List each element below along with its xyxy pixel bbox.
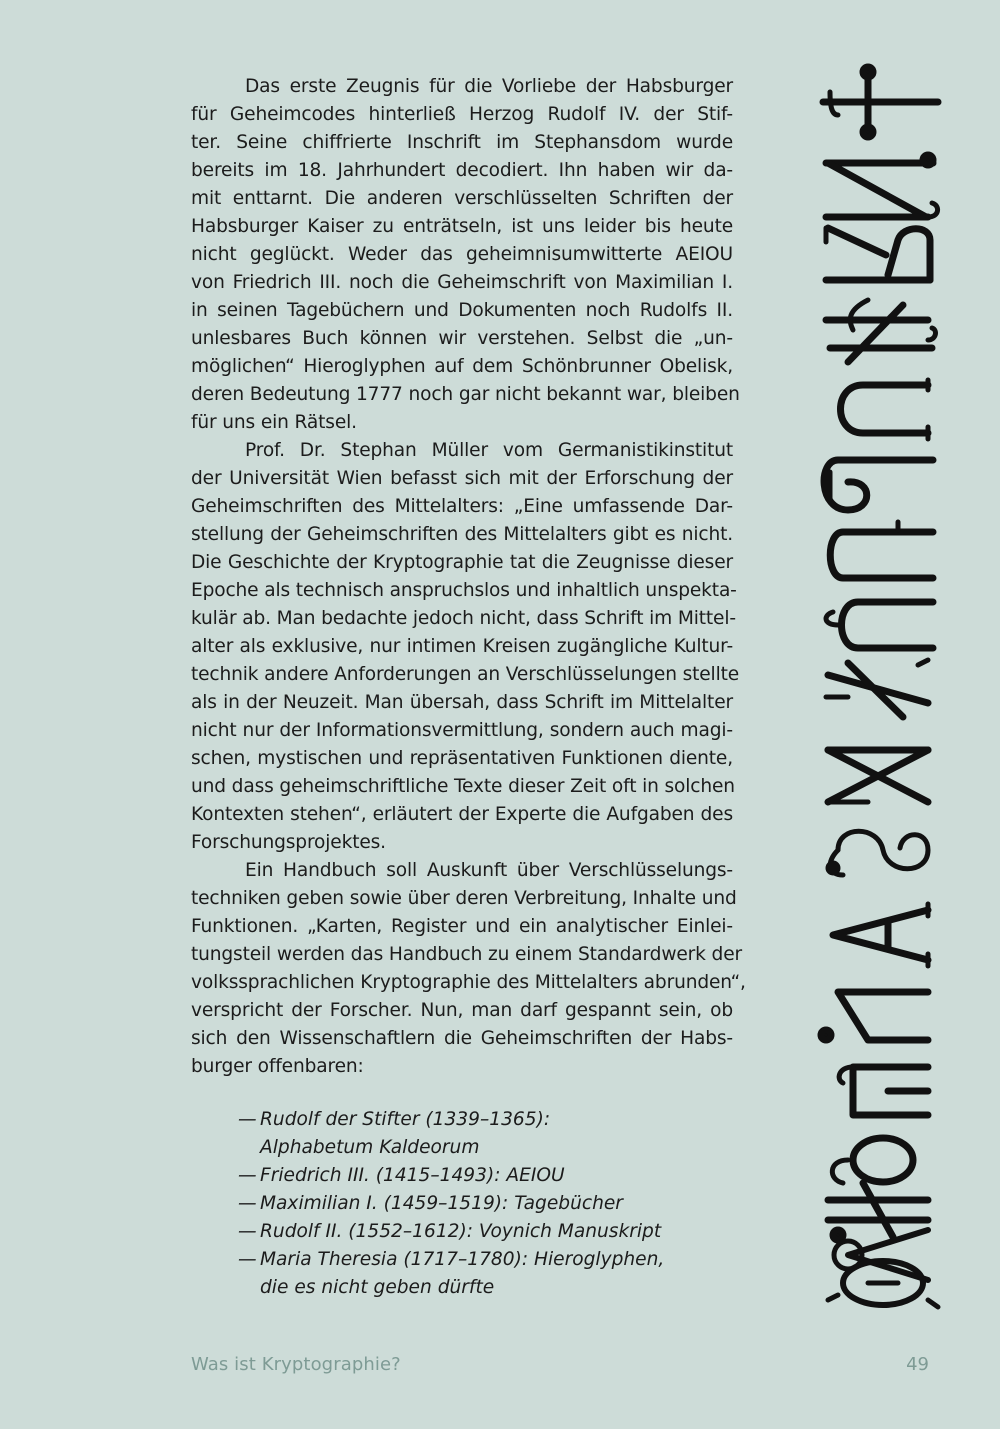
page-number: 49	[906, 1354, 929, 1375]
list-dash: —	[238, 1221, 257, 1242]
cipher-glyph-15	[832, 1138, 913, 1183]
list-item-continuation: Alphabetum Kaldeorum	[260, 1137, 480, 1158]
list-item-text: Rudolf der Stifter (1339–1365):	[260, 1109, 551, 1130]
body-line: schen, mystischen und repräsentativen Funktionen diente,	[191, 748, 733, 769]
body-text	[191, 73, 746, 1081]
cipher-glyph-4	[826, 300, 935, 362]
body-line: mit enttarnt. Die anderen verschlüsselten Schriften der	[191, 188, 733, 209]
body-line: sich den Wissenschaftlern die Geheimschriften der Habs-	[191, 1028, 733, 1049]
list-item-text: Rudolf II. (1552–1612): Voynich Manuskript	[260, 1221, 662, 1242]
cipher-glyph-11	[829, 831, 928, 875]
body-line: als in der Neuzeit. Man übersah, dass Schrift im Mittelalter	[191, 692, 733, 713]
body-line: Forschungsprojektes.	[191, 832, 386, 853]
body-line: der Universität Wien befasst sich mit der Erforschung der	[191, 468, 733, 489]
cipher-glyph-1	[823, 67, 938, 137]
cipher-glyph-2	[826, 155, 938, 217]
cipher-glyph-8	[826, 602, 933, 648]
cipher-glyph-10	[828, 750, 928, 802]
body-line: Die Geschichte der Kryptographie tat die Zeugnisse dieser	[191, 552, 733, 573]
body-line: unlesbares Buch können wir verstehen. Selbst die „un-	[191, 328, 733, 349]
body-line: kulär ab. Man bedachte jedoch nicht, dass Schrift im Mittel-	[191, 608, 736, 629]
emperor-list-item	[238, 1190, 664, 1218]
emperor-list-item	[238, 1106, 664, 1162]
body-line: nicht nur der Informationsvermittlung, sondern auch magi-	[191, 720, 733, 741]
body-line: burger offenbaren:	[191, 1056, 364, 1077]
body-line: für uns ein Rätsel.	[191, 412, 357, 433]
cipher-glyph-3	[826, 228, 930, 280]
emperor-list	[238, 1106, 664, 1302]
body-line: volkssprachlichen Kryptographie des Mittelalters abrunden“,	[191, 972, 746, 993]
cipher-glyph-16	[828, 1183, 928, 1240]
body-line: Prof. Dr. Stephan Müller vom Germanistikinstitut	[245, 440, 733, 461]
cipher-glyph-5	[841, 380, 929, 439]
body-line: in seinen Tagebüchern und Dokumenten noch Rudolfs II.	[191, 300, 733, 321]
cipher-glyph-14	[839, 1067, 928, 1115]
body-line: bereits im 18. Jahrhundert decodiert. Ihn haben wir da-	[191, 160, 733, 181]
body-line: Epoche als technisch anspruchslos und inhaltlich unspekta-	[191, 580, 737, 601]
list-item-text: Friedrich III. (1415–1493): AEIOU	[260, 1165, 565, 1186]
body-line: von Friedrich III. noch die Geheimschrift von Maximilian I.	[191, 272, 733, 293]
body-line: techniken geben sowie über deren Verbreitung, Inhalte und	[191, 888, 737, 909]
emperor-list-item	[238, 1218, 664, 1246]
body-line: tungsteil werden das Handbuch zu einem Standardwerk der	[191, 944, 742, 965]
list-dash: —	[238, 1165, 257, 1186]
emperor-list-item	[238, 1246, 664, 1302]
body-line: Das erste Zeugnis für die Vorliebe der Habsburger	[245, 76, 733, 97]
cipher-glyph-9	[826, 660, 928, 717]
cipher-glyphs-svg	[808, 60, 948, 1310]
cipher-glyph-12	[833, 904, 928, 966]
cipher-glyph-7	[830, 522, 933, 578]
body-line: nicht geglückt. Weder das geheimnisumwitterte AEIOU	[191, 244, 733, 265]
body-line: deren Bedeutung 1777 noch gar nicht bekannt war, bleiben	[191, 384, 740, 405]
body-line: möglichen“ Hieroglyphen auf dem Schönbrunner Obelisk,	[191, 356, 733, 377]
list-dash: —	[238, 1109, 257, 1130]
body-line: verspricht der Forscher. Nun, man darf gespannt sein, ob	[191, 1000, 733, 1021]
body-line: Geheimschriften des Mittelalters: „Eine umfassende Dar-	[191, 496, 733, 517]
body-line: ter. Seine chiffrierte Inschrift im Stephansdom wurde	[191, 132, 733, 153]
cipher-inscription	[808, 60, 948, 1310]
list-dash: —	[238, 1249, 257, 1270]
body-line: für Geheimcodes hinterließ Herzog Rudolf IV. der Stif-	[191, 104, 733, 125]
cipher-glyph-13	[821, 992, 928, 1040]
body-line: Funktionen. „Karten, Register und ein analytischer Einlei-	[191, 916, 733, 937]
emperor-list-item	[238, 1162, 664, 1190]
cipher-glyph-6	[824, 460, 933, 510]
body-line: technik andere Anforderungen an Verschlüsselungen stellte	[191, 664, 740, 685]
body-line: alter als exklusive, nur intimen Kreisen zugängliche Kultur-	[191, 636, 733, 657]
body-line: Ein Handbuch soll Auskunft über Verschlüsselungs-	[245, 860, 733, 881]
body-line: Kontexten stehen“, erläutert der Experte die Aufgaben des	[191, 804, 733, 825]
list-item-continuation: die es nicht geben dürfte	[260, 1277, 495, 1298]
body-line: Habsburger Kaiser zu enträtseln, ist uns leider bis heute	[191, 216, 733, 237]
body-line: stellung der Geheimschriften des Mittelalters gibt es nicht.	[191, 524, 733, 545]
list-item-text: Maria Theresia (1717–1780): Hieroglyphen,	[260, 1249, 665, 1270]
body-line: und dass geheimschriftliche Texte dieser Zeit oft in solchen	[191, 776, 735, 797]
running-footer-title: Was ist Kryptographie?	[191, 1354, 401, 1375]
list-item-text: Maximilian I. (1459–1519): Tagebücher	[260, 1193, 623, 1214]
list-dash: —	[238, 1193, 257, 1214]
